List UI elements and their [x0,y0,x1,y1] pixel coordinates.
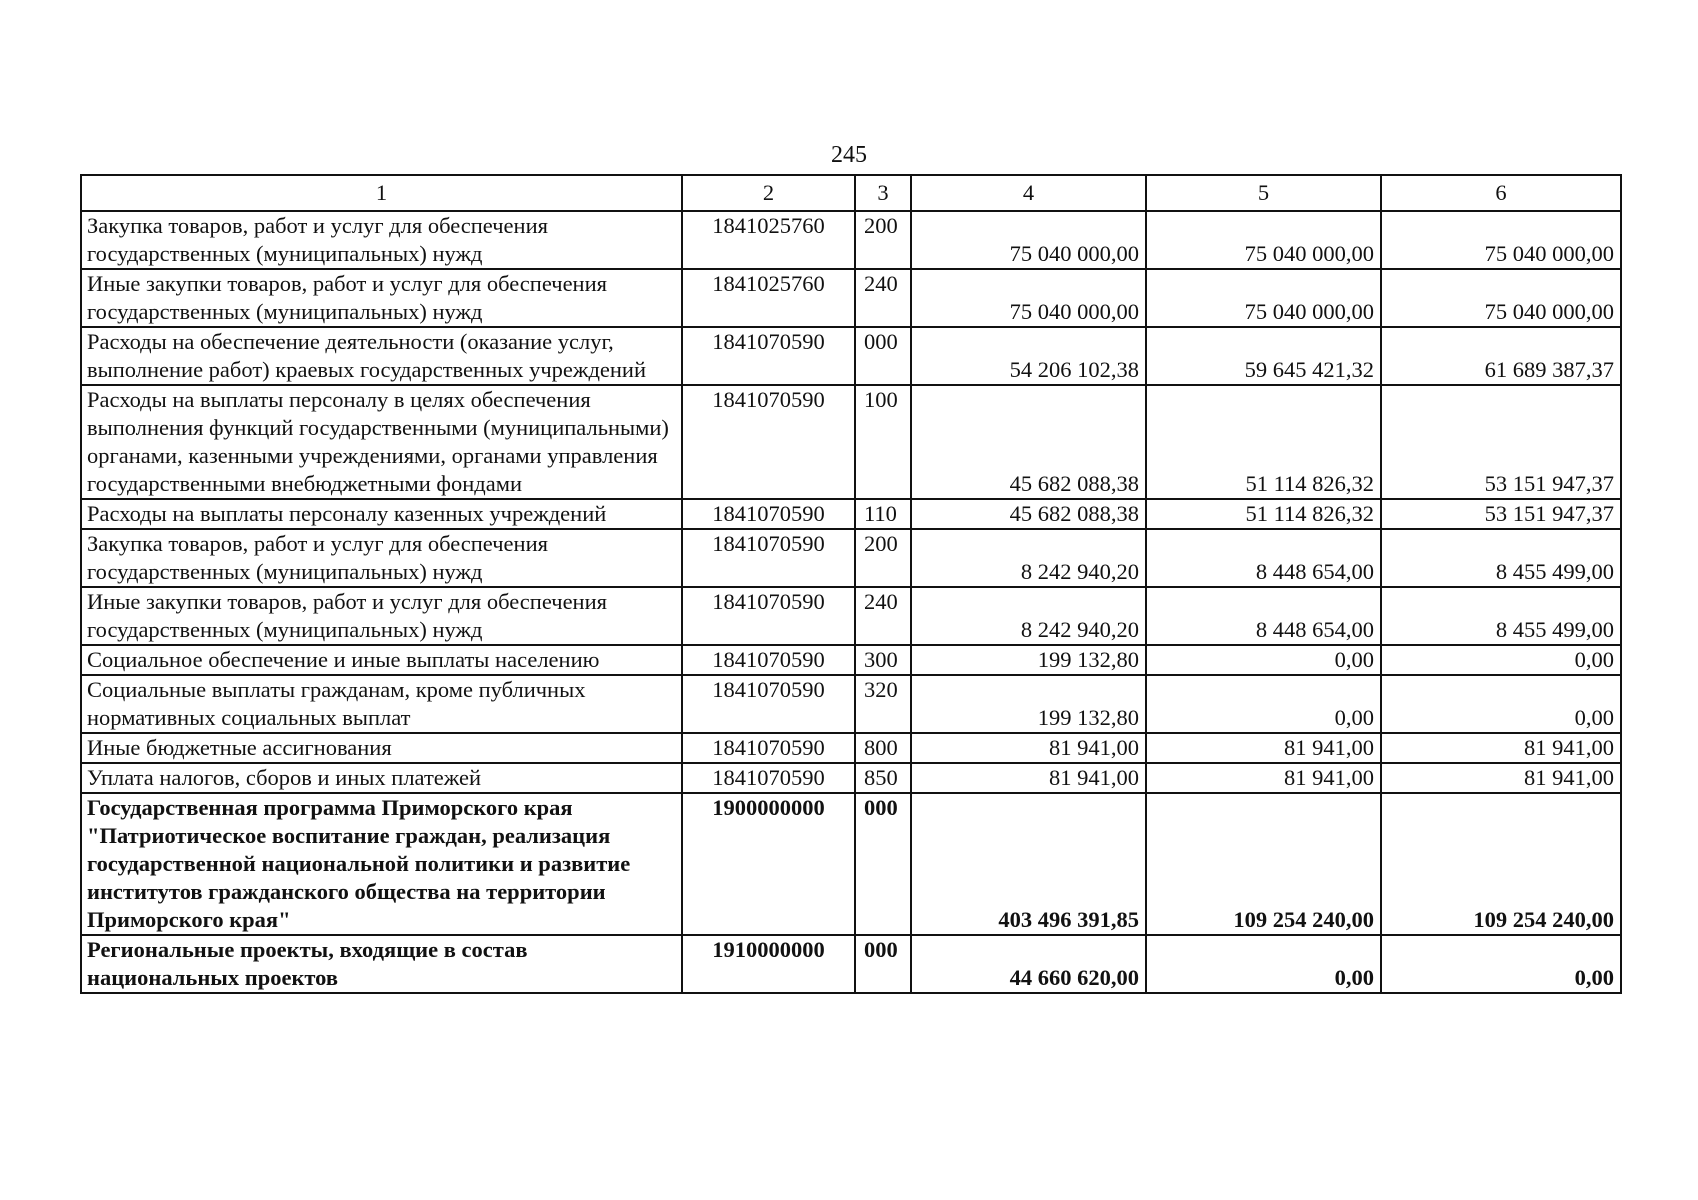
row-code-cell [682,211,855,269]
row-code-cell-text: 1841070590 [712,765,825,790]
row-value-col4: 81 941,00 [911,733,1146,763]
row-name-cell: Социальные выплаты гражданам, кроме публичных нормативных социальных выплат [81,675,682,733]
row-code-cell-text: 1841070590 [712,677,825,702]
column-header: 2 [682,175,855,211]
table-row [81,499,1621,529]
row-code-cell [682,763,855,793]
row-value-col5: 81 941,00 [1146,763,1381,793]
row-value-col4: 8 242 940,20 [911,529,1146,587]
table-header [81,175,1621,211]
table-row [81,385,1621,499]
row-value-col4: 81 941,00 [911,763,1146,793]
row-code-cell [682,529,855,587]
row-value-col5: 0,00 [1146,935,1381,993]
row-code-cell [682,385,855,499]
row-type-cell-text: 100 [864,387,898,412]
table-row [81,529,1621,587]
row-code-cell-text: 1910000000 [712,937,825,962]
row-code-cell-text: 1841070590 [712,589,825,614]
row-value-col5: 0,00 [1146,645,1381,675]
row-type-cell [855,385,911,499]
row-code-cell [682,499,855,529]
row-code-cell-text: 1841070590 [712,329,825,354]
row-name-cell: Социальное обеспечение и иные выплаты населению [81,645,682,675]
table-row [81,211,1621,269]
row-type-cell [855,499,911,529]
row-type-cell-text: 320 [864,677,898,702]
row-code-cell [682,587,855,645]
row-name-cell: Расходы на обеспечение деятельности (оказание услуг, выполнение работ) краевых государственных учреждений [81,327,682,385]
row-value-col6: 75 040 000,00 [1381,269,1621,327]
row-type-cell [855,645,911,675]
row-type-cell [855,587,911,645]
table-row [81,763,1621,793]
row-name-cell: Государственная программа Приморского края "Патриотическое воспитание граждан, реализация государственной национальной политики и развитие институтов гражданского общества на территории Приморского края" [81,793,682,935]
row-value-col4: 75 040 000,00 [911,269,1146,327]
row-value-col6: 75 040 000,00 [1381,211,1621,269]
row-type-cell [855,675,911,733]
row-value-col6: 0,00 [1381,645,1621,675]
row-name-cell: Расходы на выплаты персоналу казенных учреждений [81,499,682,529]
row-type-cell-text: 240 [864,271,898,296]
row-code-cell-text: 1900000000 [712,795,825,820]
row-value-col6: 8 455 499,00 [1381,529,1621,587]
row-value-col4: 44 660 620,00 [911,935,1146,993]
row-value-col6: 8 455 499,00 [1381,587,1621,645]
row-code-cell [682,327,855,385]
row-type-cell-text: 000 [864,937,898,962]
budget-table [80,174,1622,994]
row-name-cell: Уплата налогов, сборов и иных платежей [81,763,682,793]
row-code-cell-text: 1841070590 [712,501,825,526]
row-code-cell-text: 1841025760 [712,271,825,296]
table-row [81,733,1621,763]
row-value-col5: 51 114 826,32 [1146,385,1381,499]
row-type-cell [855,269,911,327]
row-value-col6: 81 941,00 [1381,763,1621,793]
row-name-cell: Иные закупки товаров, работ и услуг для обеспечения государственных (муниципальных) нужд [81,269,682,327]
page-number: 245 [831,142,867,168]
row-code-cell [682,675,855,733]
row-value-col4: 199 132,80 [911,645,1146,675]
row-code-cell [682,269,855,327]
row-code-cell-text: 1841070590 [712,735,825,760]
row-type-cell [855,935,911,993]
table-row [81,793,1621,935]
row-value-col4: 45 682 088,38 [911,385,1146,499]
row-value-col4: 45 682 088,38 [911,499,1146,529]
row-code-cell [682,793,855,935]
table-row [81,269,1621,327]
row-type-cell [855,733,911,763]
row-value-col6: 53 151 947,37 [1381,499,1621,529]
row-name-cell: Закупка товаров, работ и услуг для обеспечения государственных (муниципальных) нужд [81,529,682,587]
row-name-cell: Закупка товаров, работ и услуг для обеспечения государственных (муниципальных) нужд [81,211,682,269]
table-row [81,587,1621,645]
row-value-col5: 109 254 240,00 [1146,793,1381,935]
row-type-cell [855,529,911,587]
column-header: 4 [911,175,1146,211]
row-value-col6: 109 254 240,00 [1381,793,1621,935]
table-row [81,327,1621,385]
table-body [81,211,1621,993]
row-type-cell-text: 850 [864,765,898,790]
column-header: 5 [1146,175,1381,211]
row-code-cell [682,935,855,993]
row-value-col6: 81 941,00 [1381,733,1621,763]
row-type-cell-text: 000 [864,795,898,820]
row-value-col6: 53 151 947,37 [1381,385,1621,499]
row-value-col5: 75 040 000,00 [1146,269,1381,327]
row-name-cell: Расходы на выплаты персоналу в целях обеспечения выполнения функций государственными (муниципальными) органами, казенными учреждениями, органами управления государственными внебюджетными фондами [81,385,682,499]
row-code-cell-text: 1841070590 [712,647,825,672]
row-code-cell-text: 1841070590 [712,531,825,556]
row-code-cell [682,645,855,675]
row-name-cell: Региональные проекты, входящие в состав национальных проектов [81,935,682,993]
row-value-col4: 54 206 102,38 [911,327,1146,385]
row-value-col6: 0,00 [1381,935,1621,993]
row-value-col5: 8 448 654,00 [1146,587,1381,645]
column-header: 1 [81,175,682,211]
row-type-cell-text: 800 [864,735,898,760]
row-type-cell-text: 240 [864,589,898,614]
row-code-cell [682,733,855,763]
row-type-cell [855,763,911,793]
row-type-cell-text: 200 [864,531,898,556]
row-type-cell-text: 200 [864,213,898,238]
header-row [81,175,1621,211]
column-header: 6 [1381,175,1621,211]
row-code-cell-text: 1841025760 [712,213,825,238]
row-value-col6: 61 689 387,37 [1381,327,1621,385]
row-type-cell-text: 300 [864,647,898,672]
row-name-cell: Иные закупки товаров, работ и услуг для обеспечения государственных (муниципальных) нужд [81,587,682,645]
row-name-cell: Иные бюджетные ассигнования [81,733,682,763]
row-type-cell-text: 000 [864,329,898,354]
row-value-col4: 199 132,80 [911,675,1146,733]
row-value-col5: 59 645 421,32 [1146,327,1381,385]
table-row [81,675,1621,733]
row-type-cell-text: 110 [864,501,897,526]
column-header: 3 [855,175,911,211]
row-type-cell [855,211,911,269]
row-value-col5: 81 941,00 [1146,733,1381,763]
table-row [81,645,1621,675]
row-type-cell [855,793,911,935]
row-value-col5: 51 114 826,32 [1146,499,1381,529]
row-value-col5: 8 448 654,00 [1146,529,1381,587]
row-value-col5: 75 040 000,00 [1146,211,1381,269]
row-value-col4: 8 242 940,20 [911,587,1146,645]
row-code-cell-text: 1841070590 [712,387,825,412]
table-row [81,935,1621,993]
row-value-col6: 0,00 [1381,675,1621,733]
row-value-col4: 75 040 000,00 [911,211,1146,269]
row-type-cell [855,327,911,385]
row-value-col5: 0,00 [1146,675,1381,733]
row-value-col4: 403 496 391,85 [911,793,1146,935]
